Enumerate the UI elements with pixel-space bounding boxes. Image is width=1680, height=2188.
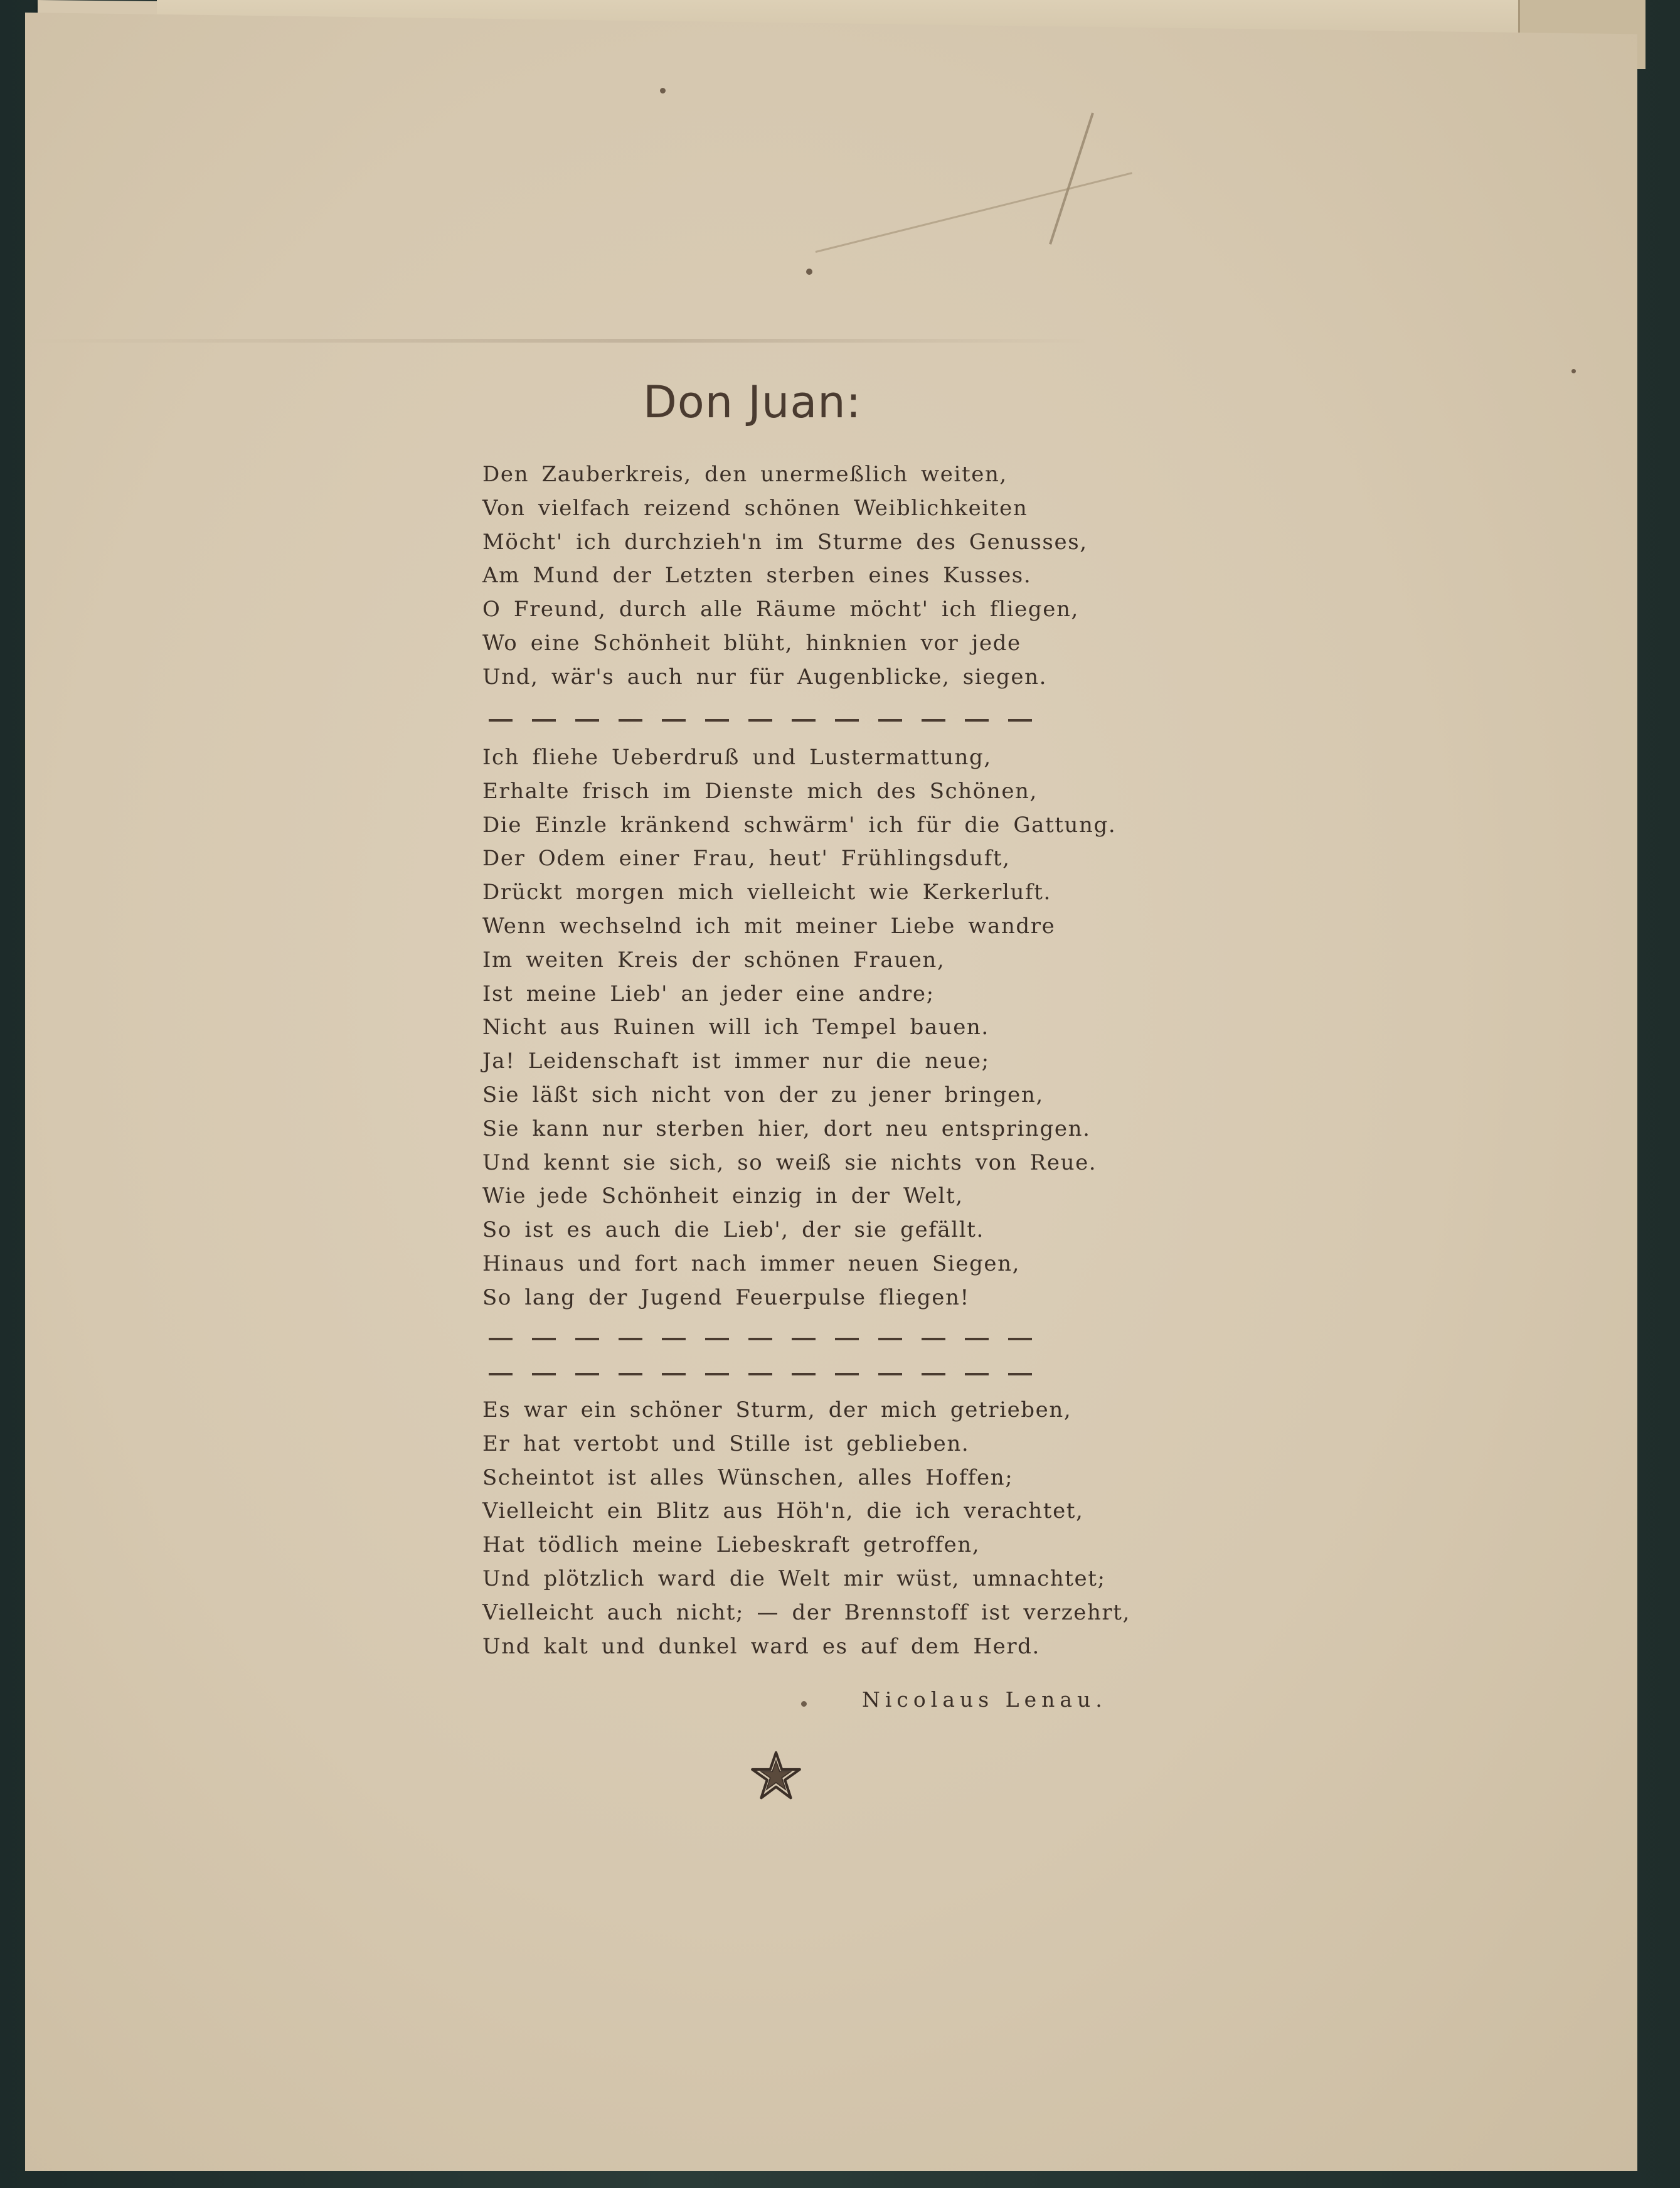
poem-line: Er hat vertobt und Stille ist geblieben.	[482, 1431, 970, 1456]
poem-line: Ich fliehe Ueberdruß und Lustermattung,	[482, 745, 992, 770]
paper-speck	[660, 88, 666, 93]
poem-line: So lang der Jugend Feuerpulse fliegen!	[482, 1284, 970, 1310]
poem-line: Wo eine Schönheit blüht, hinknien vor jede	[482, 630, 1021, 656]
stanza-1	[482, 458, 1298, 695]
poem-line: Es war ein schöner Sturm, der mich getrieben,	[482, 1397, 1072, 1422]
paper-speck	[1571, 369, 1576, 373]
poem-line: Und kalt und dunkel ward es auf dem Herd.	[482, 1633, 1040, 1659]
poem-line: Nicht aus Ruinen will ich Tempel bauen.	[482, 1015, 989, 1040]
poem-line: Sie kann nur sterben hier, dort neu entspringen.	[482, 1116, 1091, 1141]
paper-speck	[806, 269, 812, 275]
poem-line: Hat tödlich meine Liebeskraft getroffen,	[482, 1532, 981, 1558]
dash-divider	[489, 719, 1034, 722]
poem-line: Von vielfach reizend schönen Weiblichkeiten	[482, 495, 1028, 521]
dash-divider	[489, 1373, 1034, 1375]
poem-line: Wenn wechselnd ich mit meiner Liebe wandre	[482, 913, 1056, 939]
poem-line: Wie jede Schönheit einzig in der Welt,	[482, 1183, 964, 1209]
poem-line: Erhalte frisch im Dienste mich des Schönen,	[482, 778, 1038, 804]
poem-line: Hinaus und fort nach immer neuen Siegen,	[482, 1251, 1021, 1276]
poem-title: Don Juan:	[643, 376, 862, 428]
poem-line: Ist meine Lieb' an jeder eine andre;	[482, 981, 935, 1006]
poem-line: Vielleicht auch nicht; — der Brennstoff ist verzehrt,	[482, 1599, 1130, 1625]
poem-line: Scheintot ist alles Wünschen, alles Hoffen;	[482, 1465, 1014, 1490]
poem-line: Und kennt sie sich, so weiß sie nichts von Reue.	[482, 1150, 1097, 1175]
poem-author: Nicolaus Lenau.	[862, 1687, 1107, 1712]
poem-line: Der Odem einer Frau, heut' Frühlingsduft,	[482, 846, 1011, 872]
star-icon	[750, 1749, 802, 1802]
paper-fold	[25, 339, 1092, 343]
poem-line: O Freund, durch alle Räume möcht' ich fliegen,	[482, 597, 1079, 622]
poem-line: Und, wär's auch nur für Augenblicke, siegen.	[482, 664, 1048, 690]
poem-line: Die Einzle kränkend schwärm' ich für die Gattung.	[482, 812, 1117, 838]
poem-line: Drückt morgen mich vielleicht wie Kerkerluft.	[482, 880, 1051, 905]
stanza-3	[482, 1394, 1298, 1663]
poem-line: So ist es auch die Lieb', der sie gefällt.	[482, 1217, 984, 1243]
poem-line: Den Zauberkreis, den unermeßlich weiten,	[482, 462, 1007, 487]
poem-line: Am Mund der Letzten sterben eines Kusses.	[482, 563, 1032, 589]
poem-line: Im weiten Kreis der schönen Frauen,	[482, 947, 945, 973]
poem-line: Sie läßt sich nicht von der zu jener bringen,	[482, 1082, 1044, 1107]
poem-line: Möcht' ich durchzieh'n im Sturme des Genusses,	[482, 529, 1088, 555]
poem-line: Und plötzlich ward die Welt mir wüst, umnachtet;	[482, 1566, 1106, 1591]
dash-divider	[489, 1338, 1034, 1340]
stanza-2	[482, 741, 1298, 1315]
paper-speck	[801, 1701, 807, 1707]
poem-line: Vielleicht ein Blitz aus Höh'n, die ich verachtet,	[482, 1498, 1084, 1524]
poem-line: Ja! Leidenschaft ist immer nur die neue;	[482, 1049, 990, 1074]
